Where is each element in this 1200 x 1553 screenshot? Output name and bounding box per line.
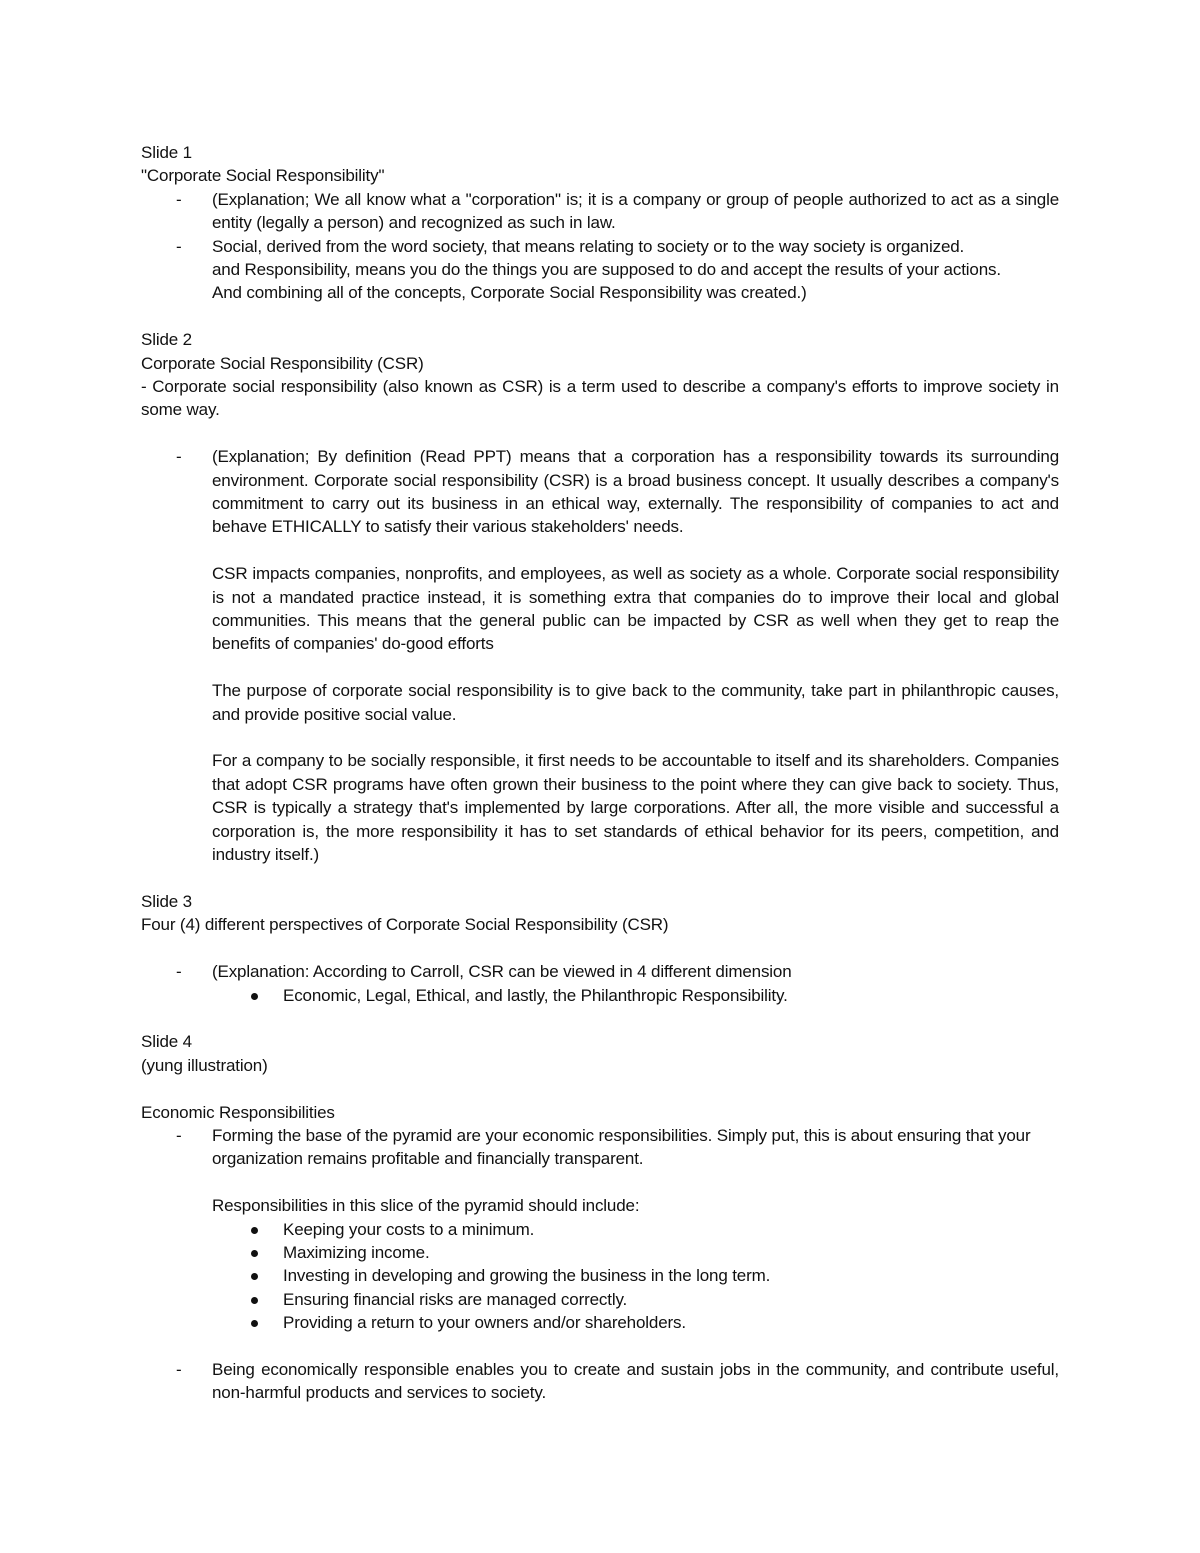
slide3-item1-text: (Explanation: According to Carroll, CSR can be viewed in 4 different dimension: [212, 962, 792, 982]
slide4-section-title: Economic Responsibilities: [141, 1102, 335, 1122]
slide2-intro: - Corporate social responsibility (also known as CSR) is a term used to describe a company's efforts to improve society in some way.: [141, 377, 1059, 420]
slide3-title: Four (4) different perspectives of Corporate Social Responsibility (CSR): [141, 915, 669, 935]
bullet-dot-icon: [251, 1227, 258, 1234]
dash-marker: -: [176, 962, 182, 982]
slide4-bullet-text: Investing in developing and growing the business in the long term.: [283, 1266, 771, 1286]
slide4-item2-text: Being economically responsible enables you to create and sustain jobs in the community, and contribute useful, non-harmful products and services to society.: [212, 1359, 1059, 1403]
slide2-para3: The purpose of corporate social responsibility is to give back to the community, take part in philanthropic causes, and provide positive social value.: [212, 681, 1059, 724]
slide4-bullet-text: Maximizing income.: [283, 1242, 430, 1262]
slide4-item1-text: Forming the base of the pyramid are your economic responsibilities. Simply put, this is about ensuring that your organization remains profitable and financially transparent.: [212, 1125, 1031, 1169]
slide1-item2-line1: Social, derived from the word society, that means relating to society or to the way society is organized.: [212, 236, 965, 256]
bullet-dot-icon: [251, 1320, 258, 1327]
slide1-title: "Corporate Social Responsibility": [141, 166, 385, 186]
slide3-bullet1: [141, 984, 1059, 1007]
bullet-dot-icon: [251, 993, 258, 1000]
slide4-heading: Slide 4: [141, 1032, 192, 1052]
document-page: [141, 141, 1059, 1405]
slide2-title: Corporate Social Responsibility (CSR): [141, 353, 424, 373]
slide4-bullet: [141, 1311, 1059, 1334]
slide2-para2: CSR impacts companies, nonprofits, and employees, as well as society as a whole. Corporate social responsibility is not a mandated practice instead, it is something extra that companies do to improve their local and global communities. This means that the general public can be impacted by CSR as well when they get to reap the benefits of companies' do-good efforts: [212, 564, 1059, 654]
slide3-item1: [141, 960, 1059, 983]
dash-marker: -: [176, 447, 182, 467]
slide1-item1: [141, 188, 1059, 235]
dash-marker: -: [176, 1359, 182, 1379]
slide2-para1: (Explanation; By definition (Read PPT) means that a corporation has a responsibility towards its surrounding environment. Corporate social responsibility (CSR) is a broad business concept. It usually describes a company's commitment to carry out its business in an ethical way, externally. The responsibility of companies to act and behave ETHICALLY to satisfy their various stakeholders' needs.: [212, 447, 1059, 537]
slide1-item1-text: (Explanation; We all know what a "corporation" is; it is a company or group of people authorized to act as a single entity (legally a person) and recognized as such in law.: [212, 189, 1059, 233]
dash-marker: -: [176, 236, 182, 256]
slide1-item2: [141, 235, 1059, 305]
slide4-bullet-text: Providing a return to your owners and/or shareholders.: [283, 1313, 686, 1333]
slide1-item2-line2: and Responsibility, means you do the things you are supposed to do and accept the results of your actions.: [212, 260, 1001, 280]
slide4-list-intro: Responsibilities in this slice of the pyramid should include:: [212, 1196, 640, 1216]
slide4-bullet: [141, 1241, 1059, 1264]
slide1-heading: Slide 1: [141, 143, 192, 162]
slide2-para4: For a company to be socially responsible, it first needs to be accountable to itself and its shareholders. Companies that adopt CSR programs have often grown their business to the point where they can give back to society. Thus, CSR is typically a strategy that's implemented by large corporations. After all, the more visible and successful a corporation is, the more responsibility it has to set standards of ethical behavior for its peers, competition, and industry itself.): [212, 751, 1059, 865]
bullet-dot-icon: [251, 1297, 258, 1304]
slide2-explanation: [141, 445, 1059, 866]
dash-marker: -: [176, 189, 182, 209]
slide4-item1: [141, 1124, 1059, 1218]
slide4-subtitle: (yung illustration): [141, 1055, 268, 1075]
slide4-item2: [141, 1358, 1059, 1405]
dash-marker: -: [176, 1125, 182, 1145]
slide3-bullet1-text: Economic, Legal, Ethical, and lastly, the Philanthropic Responsibility.: [283, 985, 788, 1005]
slide3-heading: Slide 3: [141, 891, 192, 911]
slide4-bullet: [141, 1264, 1059, 1287]
slide2-heading: Slide 2: [141, 330, 192, 350]
bullet-dot-icon: [251, 1273, 258, 1280]
bullet-dot-icon: [251, 1250, 258, 1257]
slide4-bullet-text: Ensuring financial risks are managed correctly.: [283, 1289, 628, 1309]
slide4-bullet: [141, 1288, 1059, 1311]
slide4-bullet: [141, 1218, 1059, 1241]
slide1-item2-line3: And combining all of the concepts, Corporate Social Responsibility was created.): [212, 283, 807, 303]
slide4-bullet-text: Keeping your costs to a minimum.: [283, 1219, 535, 1239]
